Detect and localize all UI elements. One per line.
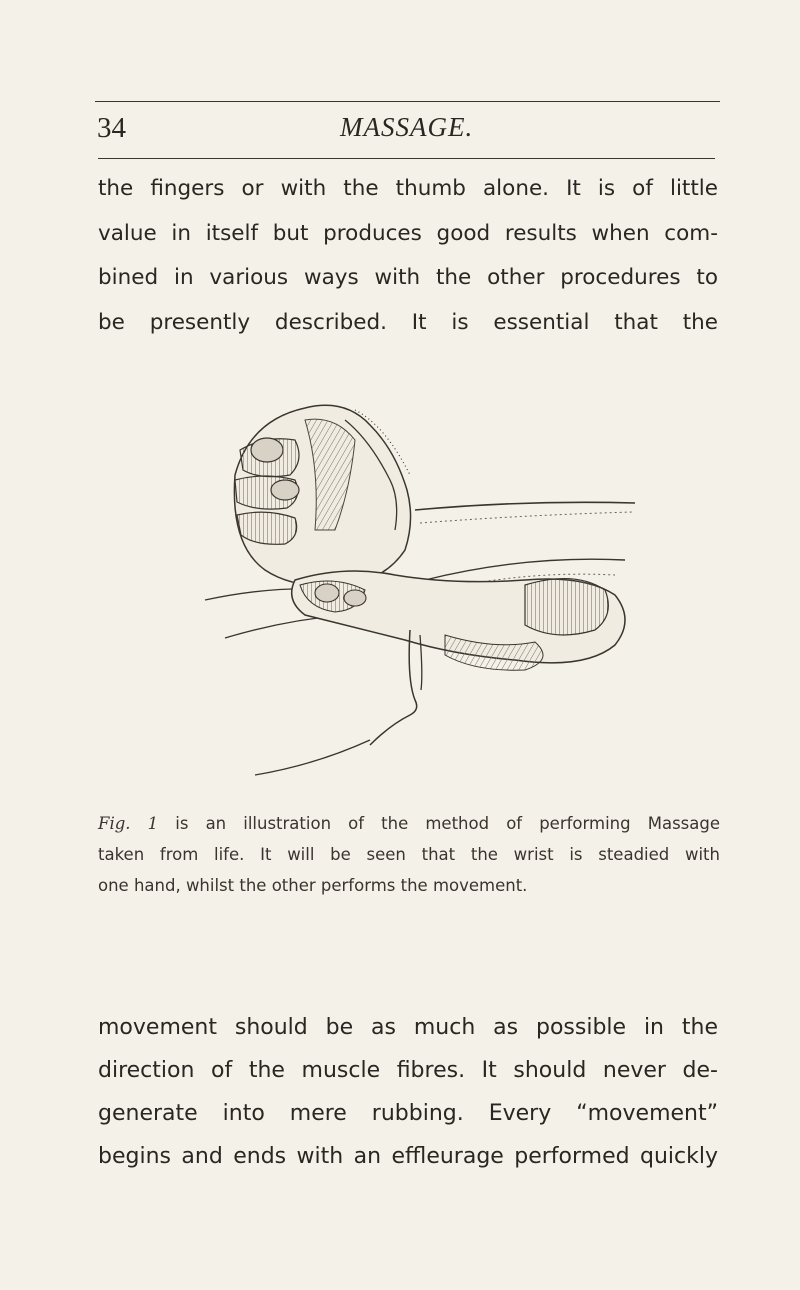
caption-line: taken from life. It will be seen that the wrist is steadied with [98,845,720,864]
header-bottom-rule [98,158,715,159]
hands-massage-illustration-icon [195,380,640,780]
caption-line [98,808,720,839]
figure-illustration [195,380,640,780]
text-line: direction of the muscle fibres. It should never de- [98,1058,718,1083]
figure-caption [98,808,720,901]
header-top-rule [95,101,720,102]
text-line: generate into mere rubbing. Every “movement” [98,1101,718,1126]
running-title: MASSAGE. [340,112,474,142]
caption-line: one hand, whilst the other performs the movement. [98,876,528,895]
body-paragraph-bottom [98,1006,718,1178]
text-line: the fingers or with the thumb alone. It is of little [98,176,718,201]
text-line: be presently described. It is essential that the [98,309,718,335]
text-line: bined in various ways with the other procedures to [98,265,718,290]
page-number: 34 [97,112,126,144]
figure-label: Fig. 1 [98,814,159,833]
text-line: movement should be as much as possible in the [98,1015,718,1040]
text-line: begins and ends with an effleurage performed quickly [98,1144,718,1169]
text-line: value in itself but produces good results when com- [98,220,718,246]
body-paragraph-top [98,167,718,345]
caption-text: is an illustration of the method of performing Massage [158,814,720,833]
